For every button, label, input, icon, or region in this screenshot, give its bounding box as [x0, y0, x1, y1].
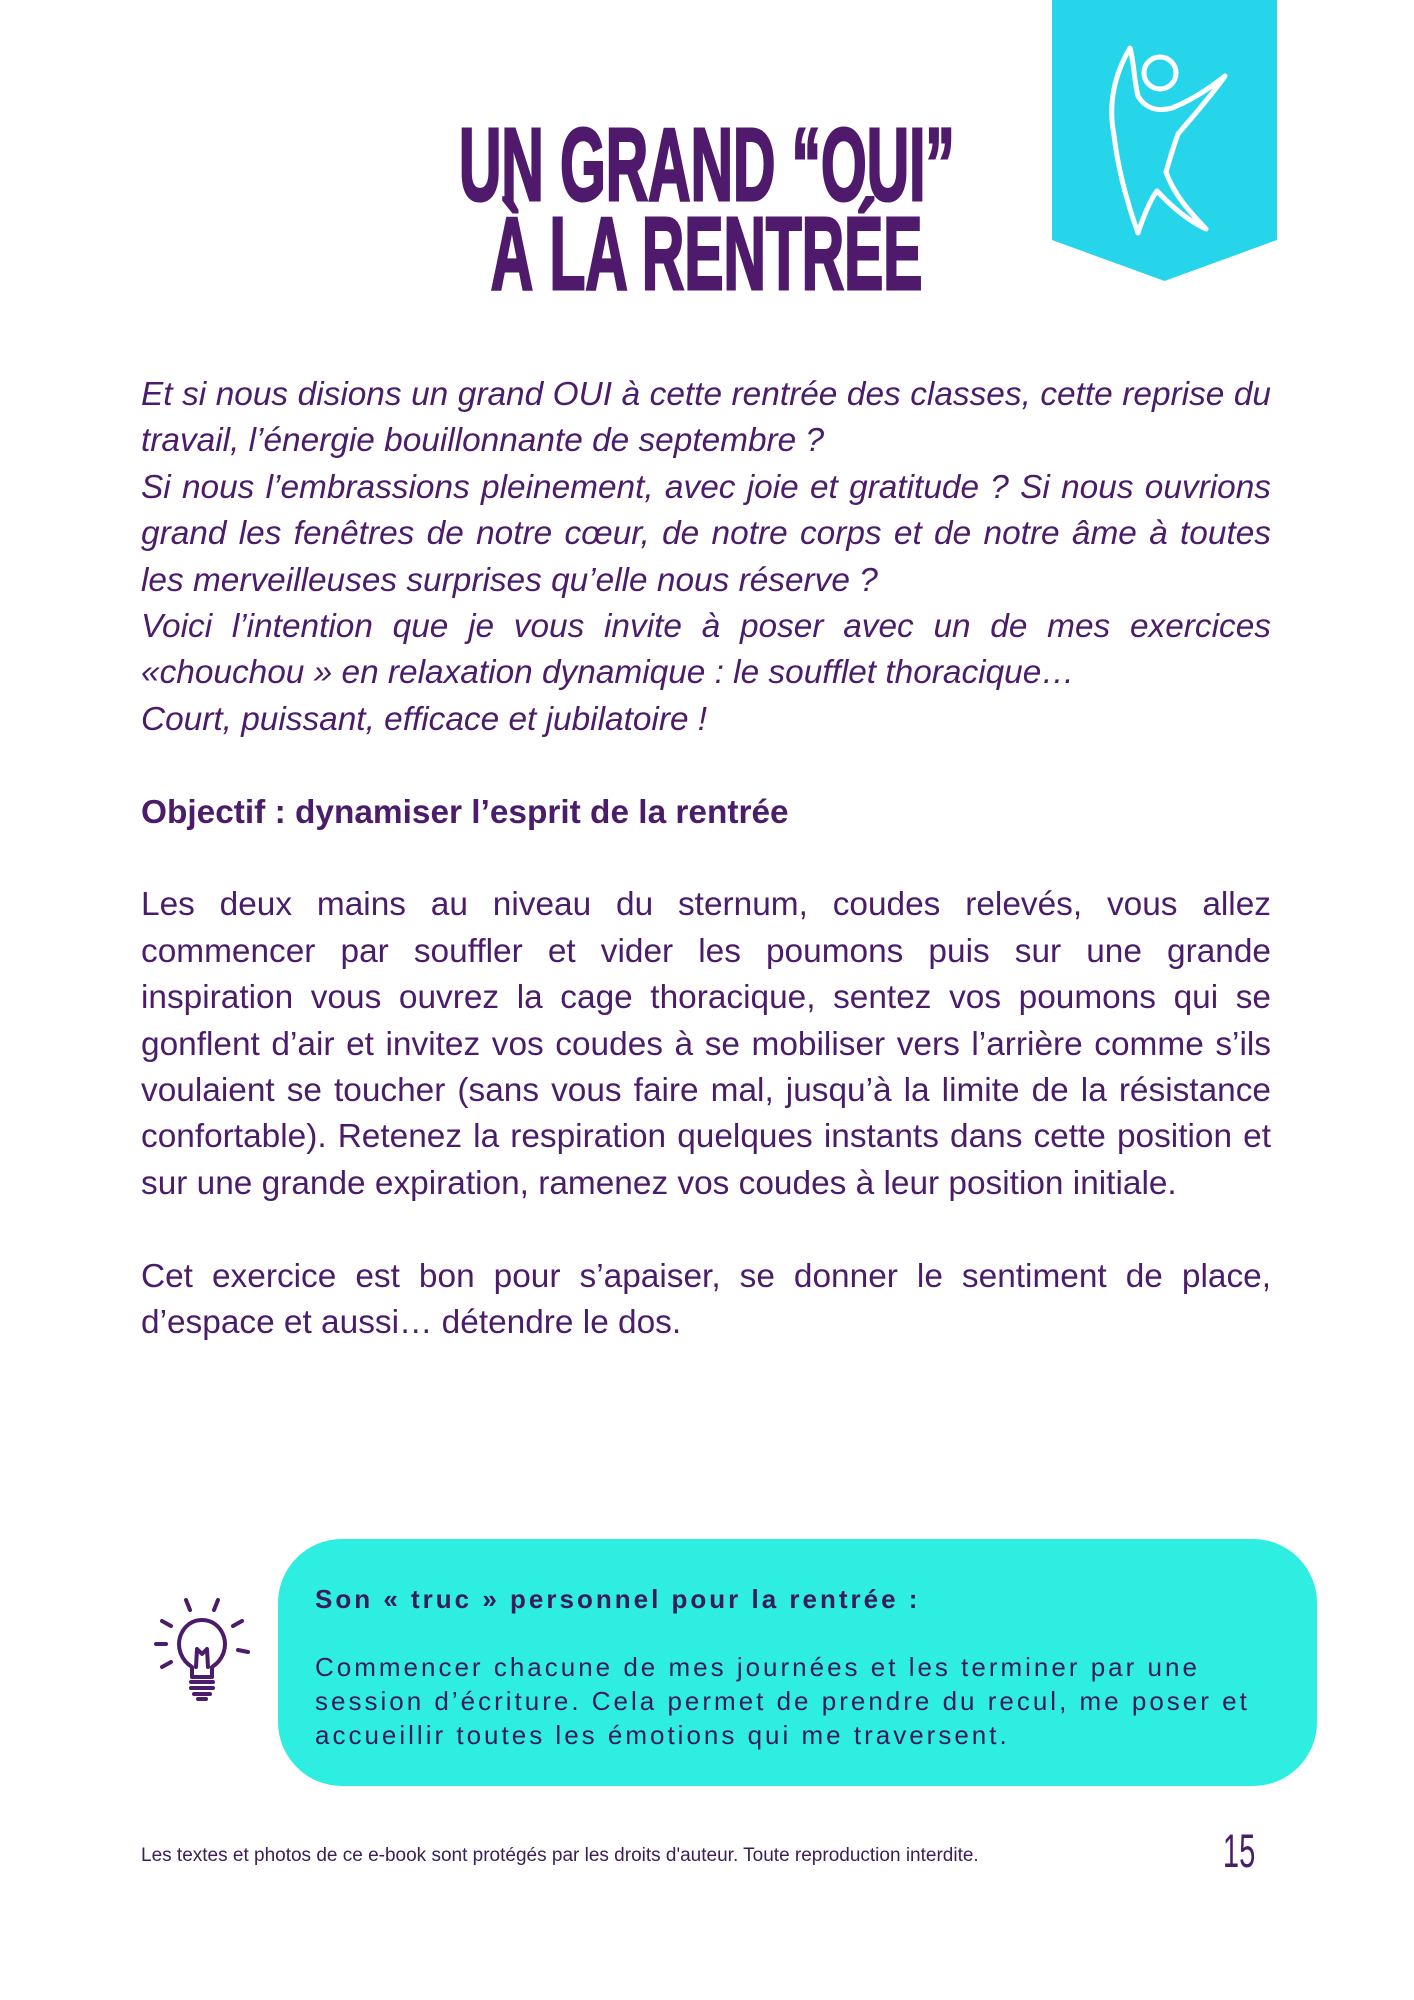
exercise-benefits: Cet exercice est bon pour s’apaiser, se donner le sentiment de place, d’espace et aussi… détendre le dos.	[141, 1257, 1271, 1342]
light-ray	[162, 1621, 171, 1626]
light-ray	[162, 1662, 171, 1667]
article-body	[141, 372, 1271, 1346]
page-number-value: 15	[1222, 1824, 1256, 1877]
title-line-2: À LA RENTRÉE	[491, 196, 923, 311]
copyright-notice: Les textes et photos de ce e-book sont protégés par les droits d'auteur. Toute reproduction interdite.	[141, 1845, 979, 1866]
light-rays	[156, 1600, 248, 1667]
page-title	[0, 107, 1414, 311]
light-ray	[186, 1600, 190, 1610]
title-line-1: UN GRAND “OUI”	[459, 107, 955, 222]
exercise-instructions: Les deux mains au niveau du sternum, coudes relevés, vous allez commencer par souffler et vider les poumons puis sur une grande inspiration vous ouvrez la cage thoracique, sentez vos poumons qui se gonflent d’air et invitez vos coudes à se mobiliser vers l’arrière comme s’ils voulaient se toucher (sans vous faire mal, jusqu’à la limite de la résistance confortable). Retenez la respiration quelques instants dans cette position et sur une grande expiration, ramenez vos coudes à leur position initiale.	[141, 886, 1271, 1202]
intro-paragraph: Voici l’intention que je vous invite à poser avec un de mes exercices «chouchou » en relaxation dynamique : le soufflet thoracique…	[141, 608, 1271, 692]
tip-body: Commencer chacune de mes journées et les terminer par une session d’écriture. Cela permet de prendre du recul, me poser et accueillir toutes les émotions qui me traversent.	[315, 1652, 1250, 1750]
intro-block	[141, 372, 1271, 743]
light-ray	[214, 1600, 218, 1610]
bulb-base	[191, 1682, 213, 1699]
title-row-2	[0, 196, 1414, 311]
tip-title: Son « truc » personnel pour la rentrée :	[315, 1584, 921, 1614]
bulb-glass	[179, 1620, 225, 1677]
intro-paragraph: Court, puissant, efficace et jubilatoire !	[141, 700, 708, 738]
tip-box	[278, 1539, 1317, 1786]
light-ray	[233, 1621, 242, 1626]
intro-paragraph: Si nous l’embrassions pleinement, avec joie et gratitude ? Si nous ouvrions grand les fenêtres de notre cœur, de notre corps et de notre âme à toutes les merveilleuses surprises qu’elle nous réserve ?	[141, 468, 1271, 599]
lightbulb-icon	[147, 1588, 257, 1710]
objective-heading: Objectif : dynamiser l’esprit de la rentrée	[141, 793, 789, 831]
intro-paragraph: Et si nous disions un grand OUI à cette rentrée des classes, cette reprise du travail, l’énergie bouillonnante de septembre ?	[141, 376, 1271, 460]
page-number	[1199, 1824, 1279, 1877]
light-ray	[238, 1650, 248, 1652]
bulb-filament	[196, 1649, 208, 1667]
